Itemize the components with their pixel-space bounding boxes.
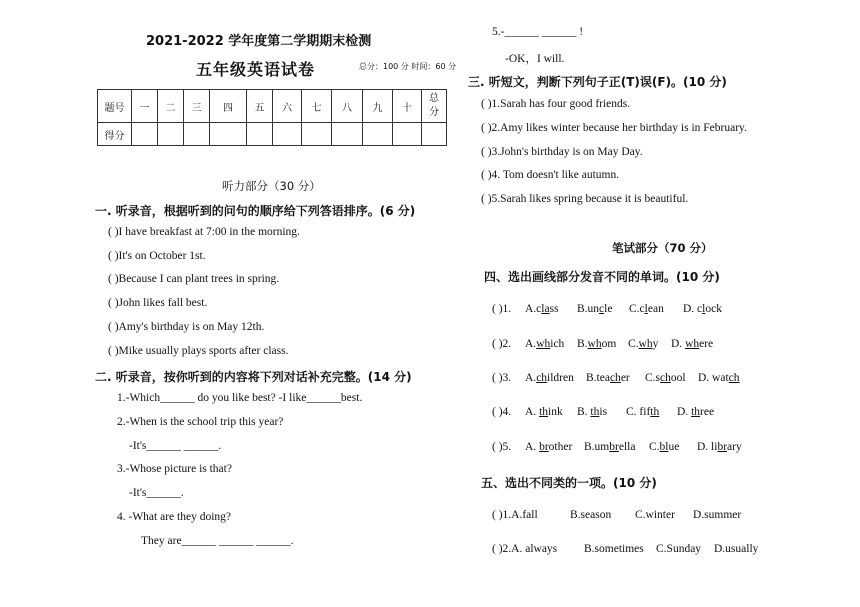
part4-option	[525, 338, 564, 350]
option-text: ool	[670, 372, 686, 384]
score-cell[interactable]	[132, 123, 158, 146]
part4-option	[683, 303, 722, 315]
part3-item: ( )1.Sarah has four good friends.	[481, 98, 631, 110]
option-text: other	[548, 441, 573, 453]
part1-item: ( )John likes fall best.	[108, 297, 208, 309]
underlined-part: la	[541, 303, 550, 315]
part1-title: 一. 听录音，根据听到的问句的顺序给下列答语排序。(6 分)	[95, 204, 416, 218]
part5-opt: ( )1.A.fall	[492, 509, 538, 521]
option-text: C.	[628, 338, 639, 350]
option-text: ree	[700, 406, 715, 418]
part3-title: 三. 听短文，判断下列句子正(T)误(F)。(10 分)	[468, 75, 727, 89]
underlined-part: ch	[660, 372, 671, 384]
part4-option	[577, 338, 616, 350]
option-text: B.tea	[586, 372, 610, 384]
option-text: C.c	[629, 303, 645, 315]
underlined-part: wh	[638, 338, 653, 350]
score-cell[interactable]	[422, 123, 447, 146]
option-text: A.	[525, 338, 537, 350]
score-table-score-label: 得分	[98, 123, 132, 146]
part4-option	[586, 372, 630, 384]
option-text: D. li	[697, 441, 718, 453]
option-text: B.un	[577, 303, 600, 315]
option-text: ich	[550, 338, 565, 350]
option-text: om	[601, 338, 617, 350]
part2-line: 5.-______ ______ !	[492, 26, 584, 38]
underlined-part: br	[717, 441, 728, 453]
score-cell[interactable]	[363, 123, 393, 146]
score-table-col: 十	[393, 90, 422, 123]
underlined-part: wh	[587, 338, 602, 350]
part4-option	[628, 338, 658, 350]
part2-line: 1.-Which______ do you like best? -I like______best.	[117, 392, 363, 404]
option-text: ary	[727, 441, 742, 453]
option-text: is	[599, 406, 608, 418]
option-text: ella	[618, 441, 636, 453]
part1-item: ( )I have breakfast at 7:00 in the morning.	[108, 226, 300, 238]
score-table-row-header: 题号	[98, 90, 132, 123]
part4-option	[698, 372, 740, 384]
underlined-part: ch	[728, 372, 740, 384]
score-cell[interactable]	[302, 123, 332, 146]
part4-option	[525, 441, 572, 453]
underlined-part: bl	[659, 441, 669, 453]
part4-answer-blank[interactable]: ( )1.	[492, 303, 512, 315]
score-table-col: 八	[332, 90, 363, 123]
option-text: A.c	[525, 303, 542, 315]
part4-option	[525, 372, 574, 384]
part4-option	[671, 338, 713, 350]
option-text: er	[620, 372, 630, 384]
part4-option	[629, 303, 664, 315]
underlined-part: l	[702, 303, 706, 315]
part4-option	[525, 303, 559, 315]
part2-title: 二. 听录音，按你听到的内容将下列对话补充完整。(14 分)	[95, 370, 412, 384]
part2-line: -It's______.	[129, 487, 184, 499]
underlined-part: c	[599, 303, 605, 315]
option-text: D. c	[683, 303, 703, 315]
part5-opt: B.sometimes	[584, 543, 644, 555]
part2-line: -OK，I will.	[505, 53, 565, 65]
option-text: D. wat	[698, 372, 729, 384]
score-cell[interactable]	[332, 123, 363, 146]
part3-item: ( )4. Tom doesn't like autumn.	[481, 169, 620, 181]
part5-title: 五、选出不同类的一项。(10 分)	[481, 476, 657, 490]
underlined-part: ch	[536, 372, 548, 384]
option-text: B.um	[584, 441, 610, 453]
option-text: C. fif	[626, 406, 651, 418]
underlined-part: th	[590, 406, 600, 418]
part4-option	[649, 441, 679, 453]
score-table-header-row	[98, 90, 447, 123]
score-table-col-total	[422, 90, 447, 123]
part4-answer-blank[interactable]: ( )4.	[492, 406, 512, 418]
option-text: ock	[705, 303, 722, 315]
part4-option	[645, 372, 686, 384]
part3-item: ( )3.John's birthday is on May Day.	[481, 146, 643, 158]
option-text: C.	[649, 441, 660, 453]
underlined-part: th	[539, 406, 549, 418]
option-text: ss	[549, 303, 559, 315]
exam-title: 2021-2022 学年度第二学期期末检测	[146, 34, 372, 49]
underlined-part: br	[539, 441, 549, 453]
score-cell[interactable]	[184, 123, 210, 146]
option-text: D.	[677, 406, 692, 418]
part4-option	[697, 441, 742, 453]
part5-opt: C.winter	[635, 509, 675, 521]
score-table-col: 二	[158, 90, 184, 123]
part4-option	[677, 406, 714, 418]
score-table	[97, 89, 447, 146]
option-text: ere	[699, 338, 714, 350]
listening-title: 听力部分（30 分）	[222, 179, 321, 193]
option-text: A.	[525, 372, 537, 384]
part4-answer-blank[interactable]: ( )2.	[492, 338, 512, 350]
part2-line: 4. -What are they doing?	[117, 511, 231, 523]
part5-opt: ( )2.A. always	[492, 543, 558, 555]
part2-line: -It's______ ______.	[129, 440, 222, 452]
part4-answer-blank[interactable]: ( )5.	[492, 441, 512, 453]
exam-meta: 总分：100 分 时间：60 分	[359, 62, 457, 71]
part2-line: 3.-Whose picture is that?	[117, 463, 232, 475]
score-cell[interactable]	[393, 123, 422, 146]
score-cell[interactable]	[158, 123, 184, 146]
part4-option	[577, 303, 612, 315]
option-text: B.	[577, 338, 588, 350]
option-text: A.	[525, 441, 540, 453]
writing-title: 笔试部分（70 分）	[612, 241, 713, 255]
part4-option	[525, 406, 563, 418]
underlined-part: wh	[536, 338, 551, 350]
part5-opt: C.Sunday	[656, 543, 702, 555]
part1-item: ( )Amy's birthday is on May 12th.	[108, 321, 265, 333]
option-text: C.s	[645, 372, 661, 384]
part2-line: 2.-When is the school trip this year?	[117, 416, 284, 428]
underlined-part: wh	[685, 338, 700, 350]
part1-item: ( )Because I can plant trees in spring.	[108, 273, 280, 285]
option-text: ean	[647, 303, 664, 315]
part3-item: ( )5.Sarah likes spring because it is beautiful.	[481, 193, 689, 205]
part4-title: 四、选出画线部分发音不同的单词。(10 分)	[484, 270, 720, 284]
score-cell[interactable]	[273, 123, 302, 146]
option-text: ue	[668, 441, 680, 453]
score-table-score-row	[98, 123, 447, 146]
exam-subtitle: 五年级英语试卷	[196, 60, 316, 79]
option-text: ildren	[547, 372, 574, 384]
underlined-part: l	[644, 303, 648, 315]
option-text: B.	[577, 406, 591, 418]
part1-item: ( )Mike usually plays sports after class.	[108, 345, 289, 357]
score-cell[interactable]	[247, 123, 273, 146]
score-table-col: 六	[273, 90, 302, 123]
option-text: ink	[548, 406, 563, 418]
score-table-col: 七	[302, 90, 332, 123]
part5-item	[492, 543, 759, 555]
underlined-part: th	[650, 406, 660, 418]
option-text: A.	[525, 406, 540, 418]
score-table-total-label: 总分	[429, 93, 439, 118]
part5-opt: B.season	[570, 509, 612, 521]
score-cell[interactable]	[210, 123, 247, 146]
underlined-part: br	[609, 441, 619, 453]
option-text: D.	[671, 338, 686, 350]
part4-option	[577, 406, 607, 418]
part2-line: They are______ ______ ______.	[141, 535, 294, 547]
part5-item	[492, 509, 742, 521]
underlined-part: ch	[609, 372, 621, 384]
option-text: le	[604, 303, 613, 315]
part1-item: ( )It's on October 1st.	[108, 250, 206, 262]
part4-answer-blank[interactable]: ( )3.	[492, 372, 512, 384]
part4-option	[584, 441, 635, 453]
part5-opt: D.summer	[693, 509, 742, 521]
part5-opt: D.usually	[714, 543, 759, 555]
option-text: y	[652, 338, 659, 350]
score-table-col: 一	[132, 90, 158, 123]
score-table-col: 三	[184, 90, 210, 123]
underlined-part: th	[691, 406, 701, 418]
score-table-col: 五	[247, 90, 273, 123]
part4-option	[626, 406, 659, 418]
score-table-col: 四	[210, 90, 247, 123]
score-table-col: 九	[363, 90, 393, 123]
part3-item: ( )2.Amy likes winter because her birthday is in February.	[481, 122, 747, 134]
